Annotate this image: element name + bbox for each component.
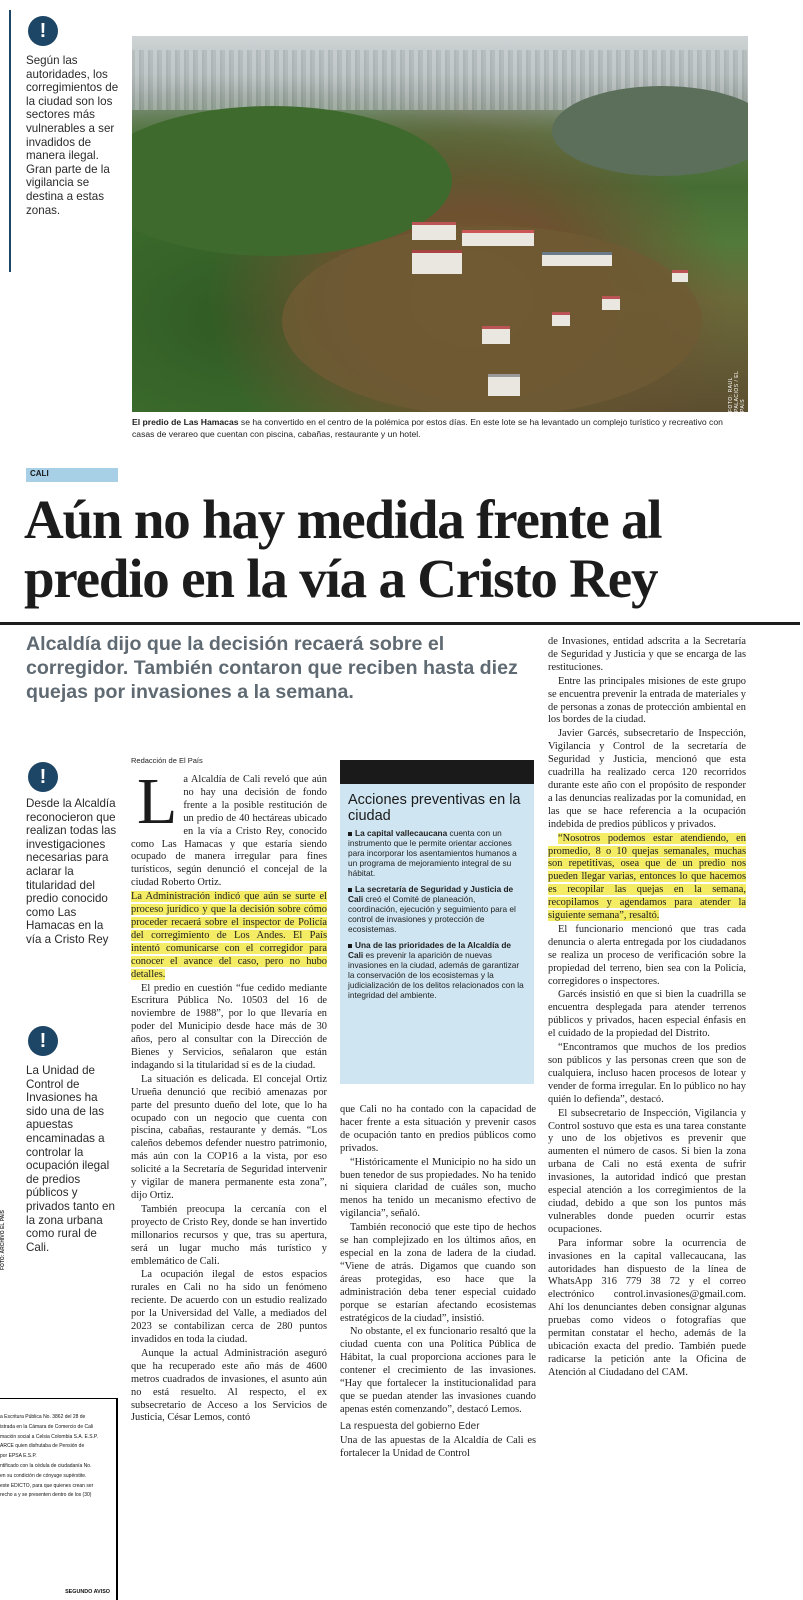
box-item — [348, 940, 526, 1000]
side-rule — [9, 10, 11, 272]
article-column-3 — [548, 636, 746, 1381]
house-shape — [462, 230, 534, 246]
legal-line: ARCE quien disfrutaba de Pensión de — [0, 1443, 85, 1450]
legal-line: mación social a Celsia Colombia S.A. E.S.P. — [0, 1433, 99, 1440]
deck: Alcaldía dijo que la decisión recaerá sobre el corregidor. También contaron que reciben hasta diez quejas por invasiones a la semana. — [26, 633, 518, 703]
sidebar-box — [340, 760, 534, 1084]
byline: Redacción de El País — [131, 756, 203, 765]
house-shape — [412, 222, 456, 240]
subheading: La respuesta del gobierno Eder — [340, 1420, 480, 1432]
box-items — [340, 828, 534, 1000]
hill-shape — [132, 106, 452, 256]
house-shape — [672, 270, 688, 282]
legal-line: recho a y se presenten dentro de los (30) — [0, 1492, 92, 1499]
house-shape — [412, 250, 462, 274]
legal-line: ntificado con la cédula de ciudadanía No. — [0, 1462, 92, 1469]
paragraph: que Cali no ha contado con la capacidad de hacer frente a esta situación y prevenir casos de ocupación tanto en predios públicos como privados. — [340, 1104, 536, 1154]
paragraph — [131, 891, 327, 981]
paragraph: Para informar sobre la ocurrencia de invasiones en la capital vallecaucana, las autoridades han dispuesto de la línea de WhatsApp 316 779 38 72 y el correo electrónico control.invasiones@gmail.com. Ahí los denunciantes deben consignar algunas pruebas como videos o fotografías que permitan constatar el hecho, además de la ubicación exacta del predio. También puede radicarse la petición ante la Oficina de Atención al Ciudadano del CAM. — [548, 1237, 746, 1378]
caption-text: se ha convertido en el centro de la polémica por estos días. En este lote se ha levantado un complejo turístico y recreativo con casas de verareo que cuentan con piscina, cabañas, restaurante y un hotel. — [132, 417, 723, 439]
article-column-1 — [131, 765, 327, 1426]
paragraph: La situación es delicada. El concejal Ortiz Urueña denunció que recibió amenazas por parte del presunto dueño del lote, que lo ha ocupado con un negocio que cuenta con piscina, cabañas, restaurante y demás. “Los caleños debemos defender nuestro patrimonio, más aún con la COP16 a la vista, por eso solicité a la Secretaría de Seguridad intervenir y vigilar de manera permanente esta zona”, dijo Ortiz. — [131, 1073, 327, 1201]
house-shape — [602, 296, 620, 310]
paragraph: La ocupación ilegal de estos espacios rurales en Cali no ha sido un fenómeno reciente. De acuerdo con un estudio realizado por la Universidad del Valle, a mediados del 2023 se contabilizan cerca de 280 puntos invadidos en toda la ciudad. — [131, 1269, 327, 1345]
house-shape — [488, 374, 520, 396]
paragraph: El subsecretario de Inspección, Vigilancia y Control sostuvo que esta es una tarea constante y uno de los objetivos es prevenir que aumenten el número de casos. Si bien la zona urbana de Cali no está exenta de sufrir invasiones, la autoridad indicó que prestan especial atención a los corregimientos de la ciudad, debido a que son los puntos más vulnerables donde pueden ocurrir estas ocupaciones. — [548, 1107, 746, 1235]
box-item-text: cuenta con un instrumento que le permite orientar acciones para incorporar los asentamientos humanos a un programa de mejoramiento integral de su hábitat. — [348, 828, 517, 878]
paragraph: El funcionario mencionó que tras cada denuncia o alerta entregada por los ciudadanos se realiza un proceso de verificación sobre la propiedad del terreno, bien sea con la Policía, corregidores o inspectores. — [548, 923, 746, 987]
box-item-text: es prevenir la aparición de nuevas invasiones en la ciudad, además de garantizar la conservación de los ecosistemas y la judicialización de los delitos relacionados con la integridad del ambiente. — [348, 950, 524, 1000]
caption-bold: El predio de Las Hamacas — [132, 417, 239, 427]
box-item — [348, 884, 526, 934]
paragraph: a Alcaldía de Cali reveló que aún no hay una decisión de fondo frente a la posible restitución de un predio de 40 hectáreas ubicado en la vía a Cristo Rey, conocido como Las Hamacas y que estaría siendo ocupado de manera irregular para fines turísticos, según denunció el concejal de la ciudad Roberto Ortiz. — [131, 774, 327, 889]
highlighted-text: La Administración indicó que aún se surte el proceso jurídico y que la decisión sobre cómo proceder recaerá sobre el inspector de Policía del corregimiento de Los Andes. El País intentó comunicarse con el corregidor para conocer el avance del caso, pero no hubo detalles. — [131, 891, 327, 980]
legal-end-label: SEGUNDO AVISO — [65, 1589, 110, 1596]
main-photo — [132, 36, 748, 412]
hill-shape — [552, 86, 748, 176]
box-item-text: creó el Comité de planeación, coordinación, ejecución y seguimiento para el control de invasiones y protección de ecosistemas. — [348, 894, 516, 934]
alert-icon: ! — [28, 16, 58, 46]
dropcap: L — [137, 765, 178, 838]
photo-caption — [132, 416, 746, 440]
legal-line: en su condición de cónyuge supérstite. — [0, 1472, 87, 1479]
highlighted-text: “Nosotros podemos estar atendiendo, en promedio, 8 o 10 quejas semanales, muchas son repetitivas, osea que de un predio nos pueden llegar varias, entonces lo que hacemos es recopilar las quejas en la semana, recopilamos y agendamos para atender la siguiente semana”, resaltó. — [548, 832, 746, 922]
bullet-icon — [348, 888, 352, 892]
house-shape — [542, 252, 612, 266]
paragraph: El predio en cuestión “fue cedido mediante Escritura Pública No. 10503 del 16 de noviembre de 1988”, por lo que llevaría en poder del Municipio desde hace más de 30 años, pero al consultar con la Dirección de Bienes y Servicios, señalaron que están indagando si la titularidad sí es de la ciudad. — [131, 982, 327, 1071]
article-column-2 — [340, 1104, 536, 1461]
legal-line: este EDICTO, para que quienes crean ser — [0, 1482, 94, 1489]
paragraph: Una de las apuestas de la Alcaldía de Cali es fortalecer la Unidad de Control — [340, 1434, 536, 1459]
alert-icon: ! — [28, 1026, 58, 1056]
side-note-text: Desde la Alcaldía reconocieron que realizan todas las investigaciones necesarias para aclarar la titularidad del predio conocido como Las Hamacas en la vía a Cristo Rey — [26, 797, 117, 946]
side-photo-credit: FOTO: ARCHIVO EL PAÍS — [0, 1210, 6, 1271]
legal-line: por EPSA E.S.P. — [0, 1453, 37, 1460]
paragraph: Javier Garcés, subsecretario de Inspección, Vigilancia y Control de la secretaría de Seguridad y Justicia, mencionó que esta cuadrilla ha realizado cerca 120 recorridos durante este año con el propósito de responder a las denuncias realizadas por la comunidad, en las que se hace referencia a la ocupación indebida de predios públicos y privados. — [548, 728, 746, 830]
alert-icon: ! — [28, 762, 58, 792]
photo-credit: FOTO: RAUL PALACIOS / EL PAÍS — [728, 370, 746, 412]
paragraph: “Encontramos que muchos de los predios son públicos y las personas creen que son de cualquiera, incluso hacen procesos de lotear y vender de forma irregular. En lo público no hay quién lo defienda”, destacó. — [548, 1042, 746, 1105]
paragraph: Garcés insistió en que si bien la cuadrilla se encuentra desplegada para atender terrenos públicos y privados, hacen especial énfasis en el cuidado de la propiedad del Distrito. — [548, 989, 746, 1040]
paragraph — [548, 833, 746, 923]
headline: Aún no hay medida frente al predio en la vía a Cristo Rey — [24, 489, 662, 609]
box-item-bold: La secretaría de Seguridad y Justicia de Cali — [348, 884, 514, 904]
box-item-bold: La capital vallecaucana — [355, 828, 448, 838]
legal-line: a Escritura Pública No. 3862 del 28 de — [0, 1414, 86, 1420]
legal-notice — [0, 1398, 118, 1600]
box-item-bold: Una de las prioridades de la Alcaldía de Cali — [348, 940, 512, 960]
paragraph: Aunque la actual Administración aseguró que ha recuperado este año más de 4600 metros cuadrados de invasiones, el asunto aún no está resuelto. Al respecto, el ex subsecretario de Acceso a los Servicios de Justicia, César Lemos, contó — [131, 1347, 327, 1424]
bullet-icon — [348, 944, 352, 948]
box-title: Acciones preventivas en la ciudad — [348, 792, 521, 824]
side-note-text: Según las autoridades, los corregimientos de la ciudad son los sectores más vulnerables a ser invadidos de manera ilegal. Gran parte de la vigilancia se destina a estas zonas. — [26, 54, 119, 217]
house-shape — [482, 326, 510, 344]
paragraph: “Históricamente el Municipio no ha sido un buen tenedor de sus propiedades. No ha tenido ni siquiera claridad de cuáles son, mucho menos ha tenido un mecanismo efectivo de vigilancia”, señaló. — [340, 1156, 536, 1220]
divider — [0, 622, 800, 625]
side-note-text: La Unidad de Control de Invasiones ha sido una de las apuestas encaminadas a controlar la ocupación ilegal de predios públicos y privados tanto en la zona urbana como rural de Cali. — [26, 1064, 115, 1254]
paragraph: de Invasiones, entidad adscrita a la Secretaría de Seguridad y Justicia y que se encarga de las restituciones. — [548, 636, 746, 673]
bullet-icon — [348, 832, 352, 836]
section-label: CALI — [26, 468, 118, 482]
box-item — [348, 828, 526, 878]
paragraph: También reconoció que este tipo de hechos se han complejizado en los últimos años, en especial en la zona de ladera de la ciudad. “Viene de atrás. Digamos que cuando son áreas protegidas, eso hace que la administración deba tener especial cuidado porque se estarían afectando ecosistemas estratégicos de la ciudad”, insistió. — [340, 1222, 536, 1324]
legal-line: istrada en la Cámara de Comercio de Cali — [0, 1423, 94, 1430]
paragraph: No obstante, el ex funcionario resaltó que la ciudad cuenta con una Política Pública de Hábitat, la cual proporciona acciones para le contener el crecimiento de las invasiones. “Hay que fortalecer la institucionalidad para que se puedan atender las invasiones cuando apenas estén comenzando”, destacó Lemos. — [340, 1326, 536, 1415]
house-shape — [552, 312, 570, 326]
box-top-bar — [340, 760, 534, 784]
paragraph: Entre las principales misiones de este grupo se encuentra prevenir la entrada de materiales y de personas a zonas de protección ambiental en los bordes de la ciudad. — [548, 675, 746, 726]
paragraph: También preocupa la cercanía con el proyecto de Cristo Rey, donde se han invertido millonarios recursos y que, tras su apertura, será un lugar mucho más turístico y emblemático de Cali. — [131, 1203, 327, 1267]
